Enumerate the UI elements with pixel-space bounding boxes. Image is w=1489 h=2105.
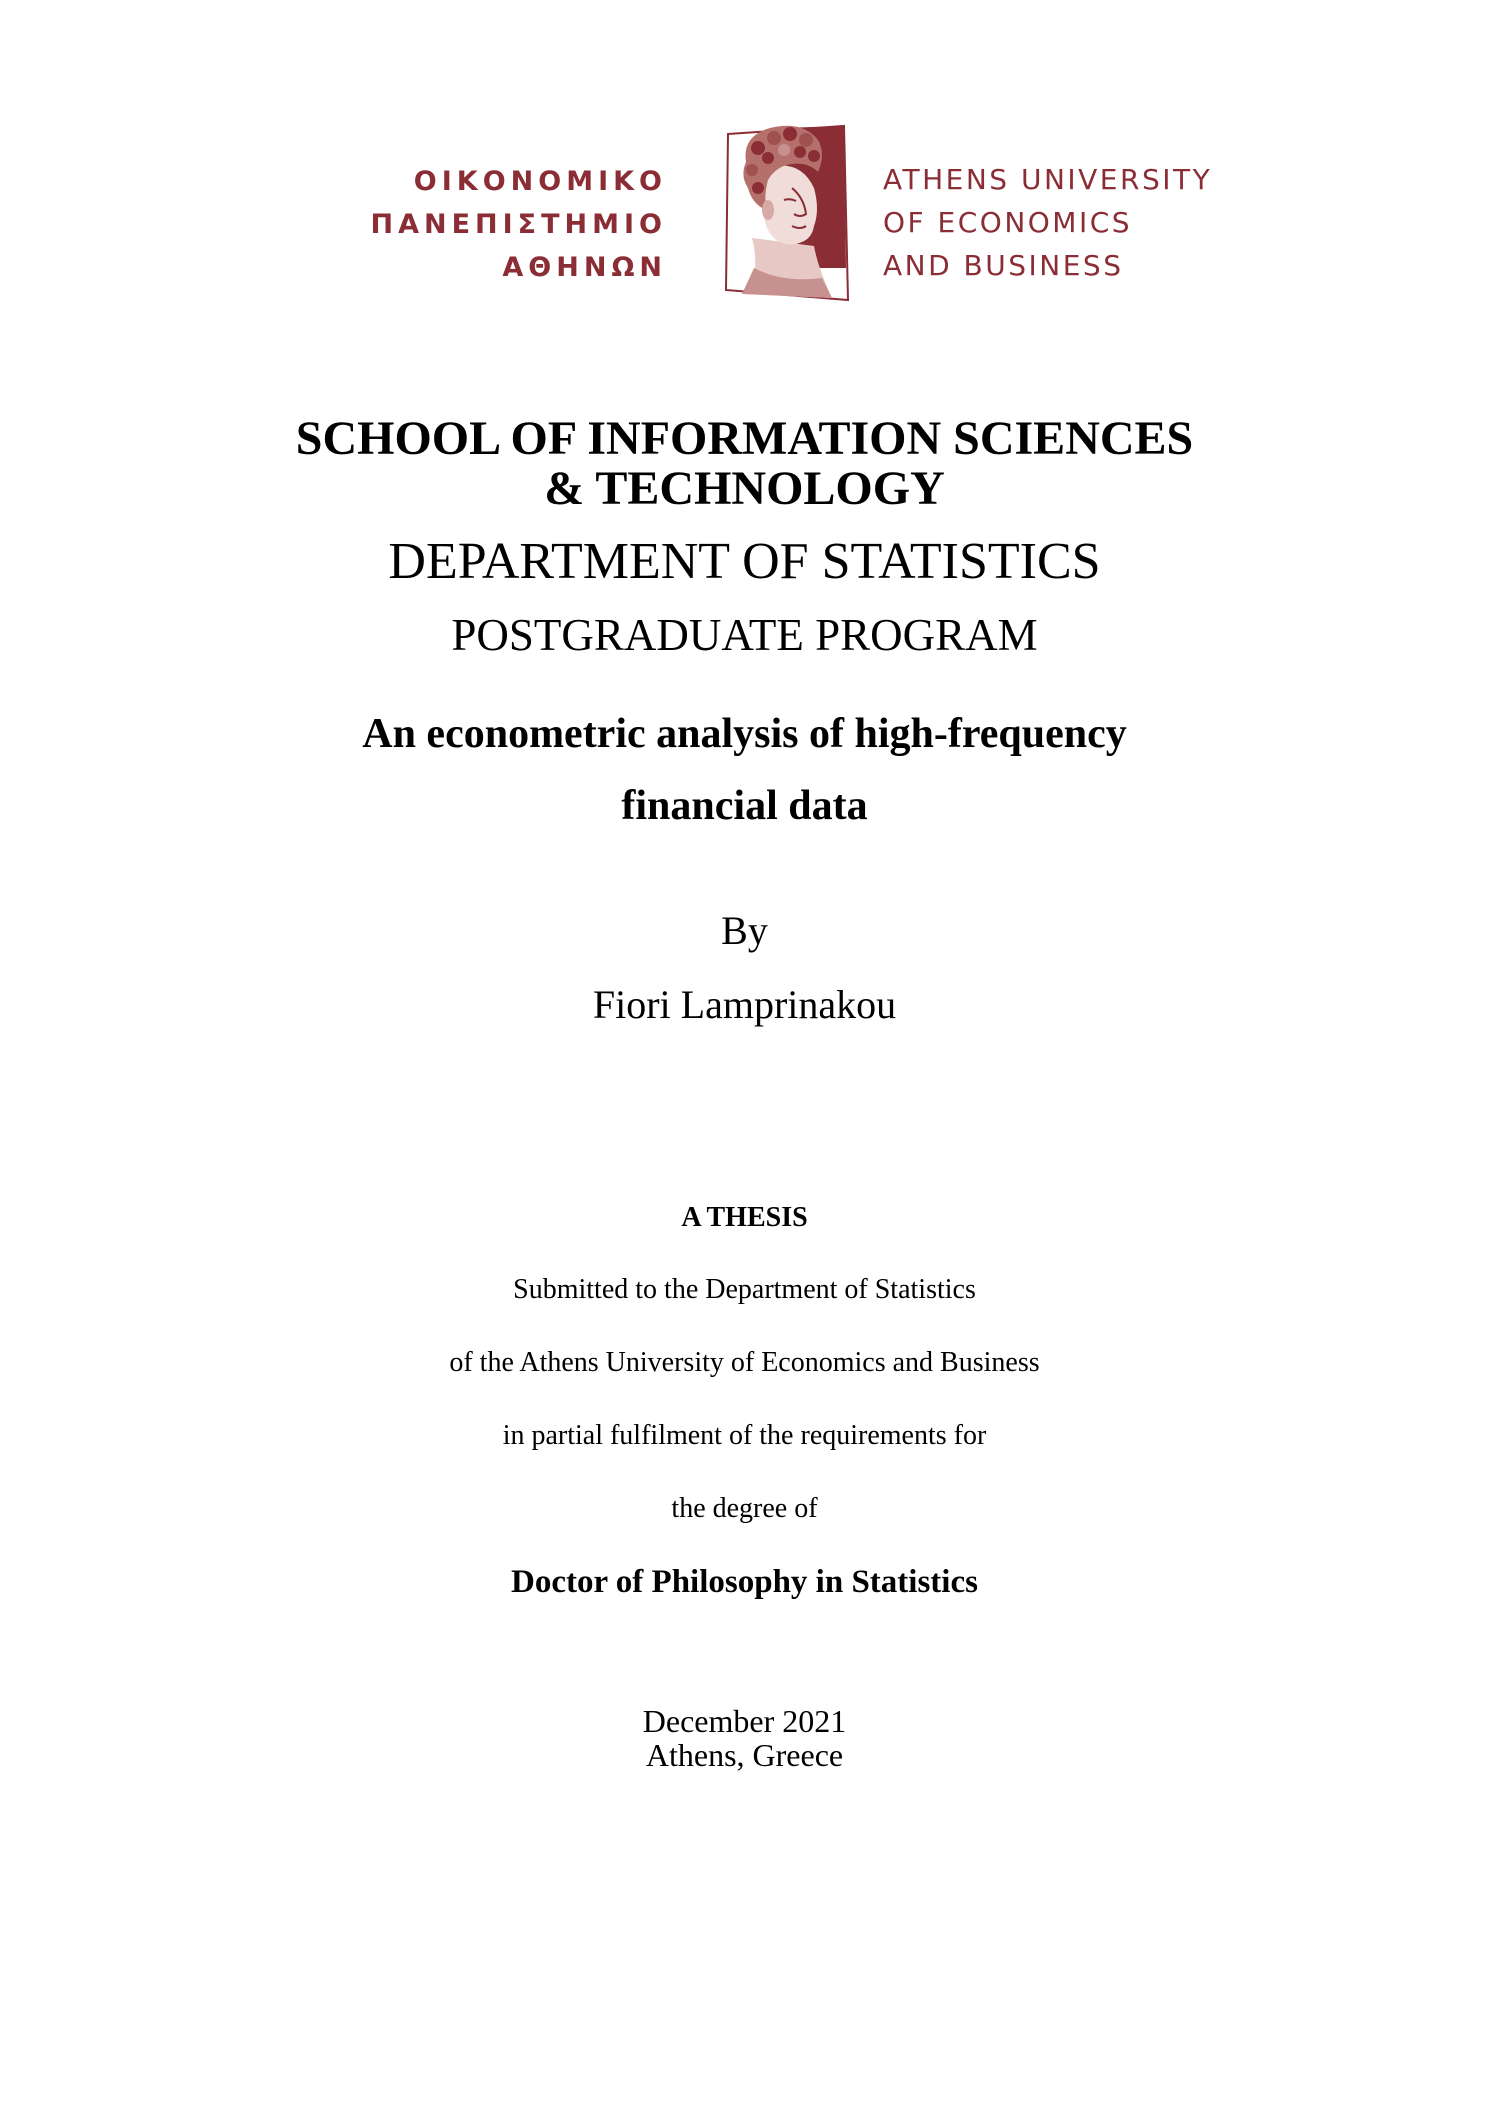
degree-name: Doctor of Philosophy in Statistics	[511, 1564, 978, 1600]
department-name: DEPARTMENT OF STATISTICS	[388, 533, 1101, 590]
logo-greek-line: ΑΘΗΝΩΝ	[502, 252, 667, 283]
thesis-title-line1: An econometric analysis of high-frequency	[362, 711, 1127, 757]
program-name: POSTGRADUATE PROGRAM	[451, 610, 1038, 660]
author-name: Fiori Lamprinakou	[592, 982, 897, 1027]
school-name-line2: & TECHNOLOGY	[544, 462, 945, 515]
school-name	[0, 414, 1489, 514]
hermes-head-emblem-icon	[722, 118, 852, 308]
logo-english-line: OF ECONOMICS	[883, 206, 1133, 239]
school-name-line1: SCHOOL OF INFORMATION SCIENCES	[295, 412, 1194, 465]
logo-greek-line: ΠΑΝΕΠΙΣΤΗΜΙΟ	[370, 209, 667, 240]
submission-line: of the Athens University of Economics and Business	[449, 1347, 1040, 1378]
submission-line: Submitted to the Department of Statistics	[513, 1274, 976, 1305]
by-label: By	[721, 908, 768, 953]
thesis-title-line2: financial data	[621, 783, 868, 829]
submission-line: in partial fulfilment of the requirements for	[502, 1420, 987, 1451]
submission-date: December 2021	[642, 1703, 847, 1739]
university-logo	[370, 118, 1220, 328]
logo-greek-line: ΟΙΚΟΝΟΜΙΚΟ	[413, 166, 667, 197]
logo-english-line: ATHENS UNIVERSITY	[883, 163, 1213, 196]
submission-place: Athens, Greece	[645, 1737, 844, 1773]
logo-english-line: AND BUSINESS	[883, 249, 1124, 282]
thesis-type-label: A THESIS	[681, 1202, 808, 1233]
thesis-title	[0, 698, 1489, 842]
logo-greek-name	[370, 160, 667, 289]
submission-line: the degree of	[671, 1493, 818, 1524]
logo-english-name	[883, 158, 1212, 287]
